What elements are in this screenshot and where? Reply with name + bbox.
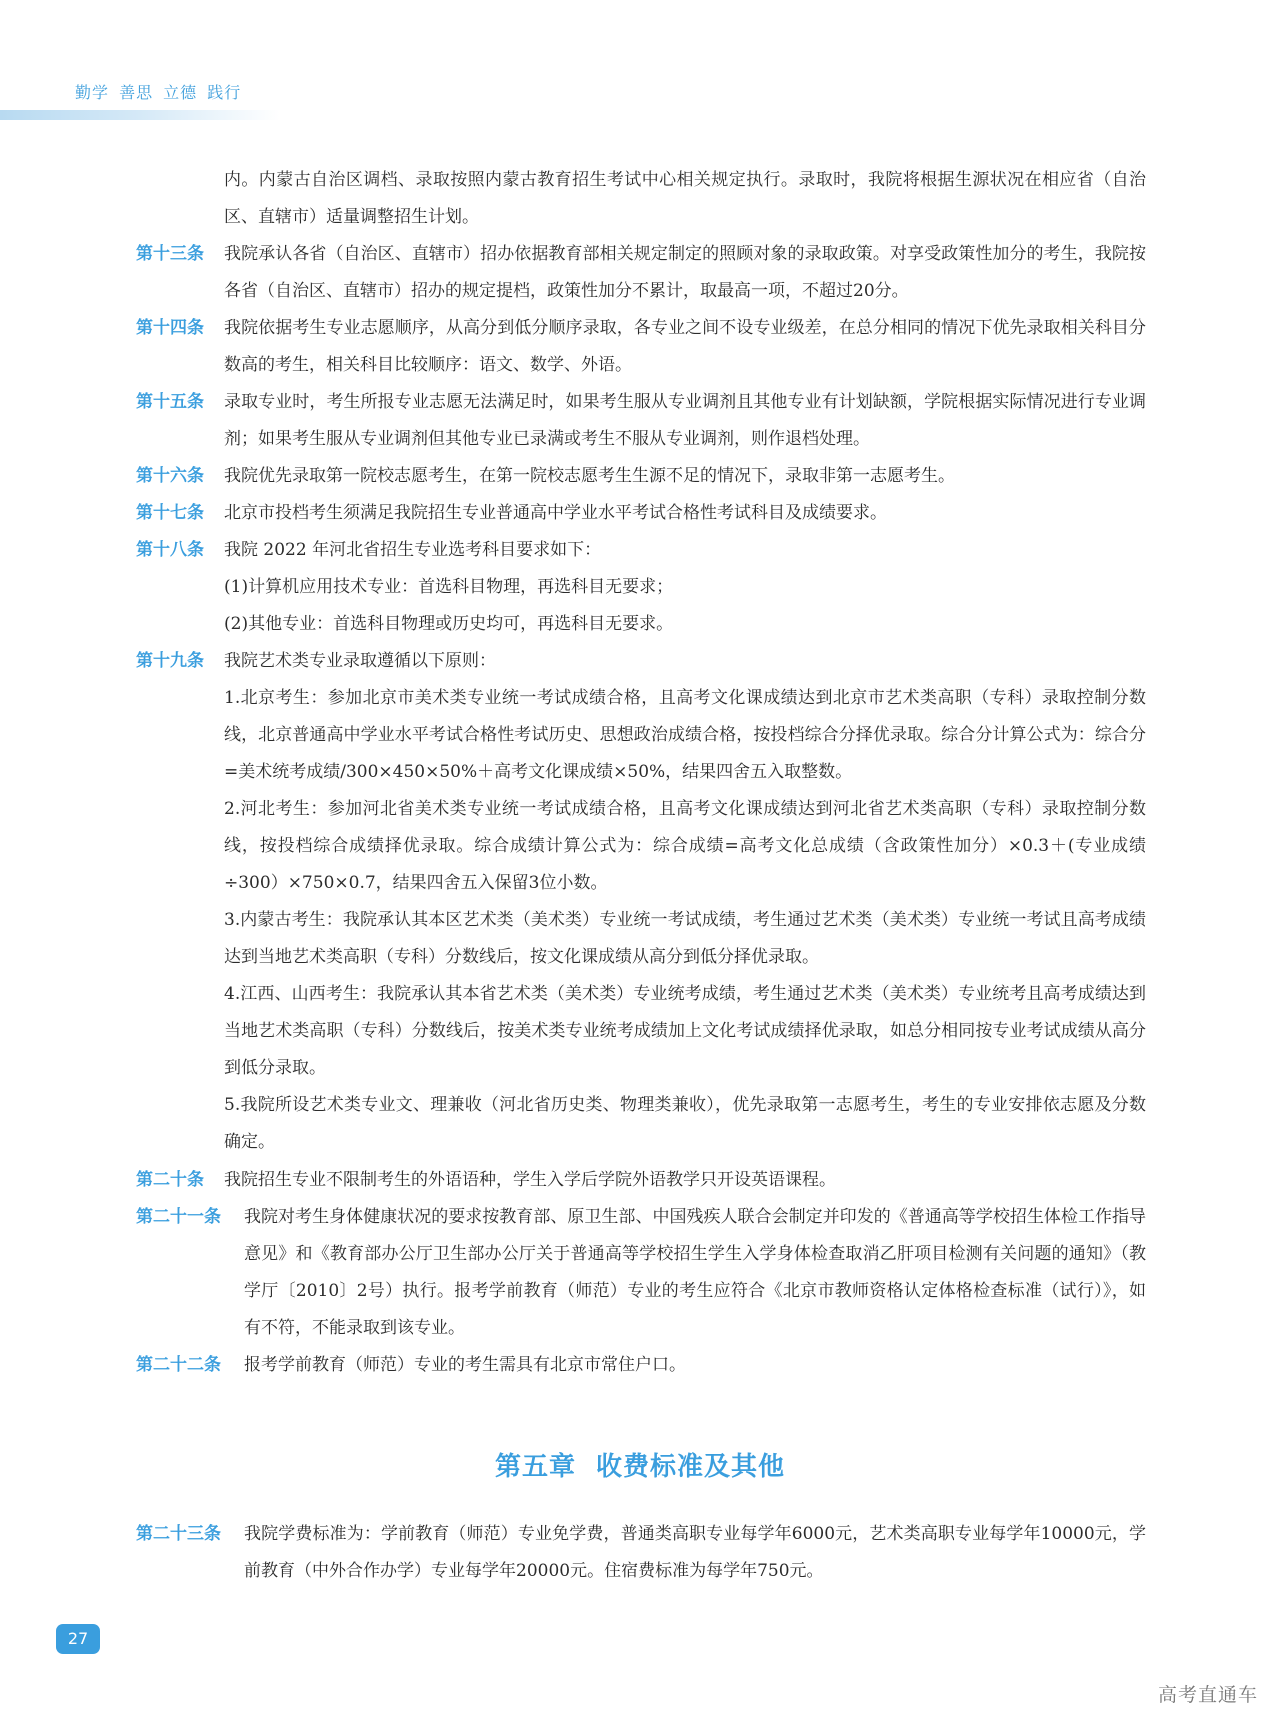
article-15: [136, 384, 1146, 458]
article-text: 录取专业时，考生所报专业志愿无法满足时，如果考生服从专业调剂且其他专业有计划缺额，学院根据实际情况进行专业调剂；如果考生服从专业调剂但其他专业已录满或考生不服从专业调剂，则作退档处理。: [224, 392, 1146, 449]
article-label: 第十八条: [136, 540, 204, 560]
article-text: 我院优先录取第一院校志愿考生，在第一院校志愿考生生源不足的情况下，录取非第一志愿考生。: [224, 466, 955, 486]
list-item: 5.我院所设艺术类专业文、理兼收（河北省历史类、物理类兼收），优先录取第一志愿考生，考生的专业安排依志愿及分数确定。: [224, 1095, 1146, 1152]
page-number-badge: 27: [56, 1624, 100, 1654]
article-label: 第二十三条: [136, 1524, 221, 1544]
article-14: [136, 310, 1146, 384]
header-gradient-bar: [0, 110, 280, 120]
watermark-text: 高考直通车: [1157, 1684, 1258, 1706]
article-label: 第二十条: [136, 1170, 204, 1190]
article-22: [136, 1347, 1146, 1384]
article-19: [136, 643, 1146, 1161]
article-text: 我院招生专业不限制考生的外语语种，学生入学后学院外语教学只开设英语课程。: [224, 1170, 836, 1190]
article-text: 我院依据考生专业志愿顺序，从高分到低分顺序录取，各专业之间不设专业级差，在总分相同的情况下优先录取相关科目分数高的考生，相关科目比较顺序：语文、数学、外语。: [224, 318, 1146, 375]
article-label: 第二十二条: [136, 1355, 221, 1375]
article-text: 北京市投档考生须满足我院招生专业普通高中学业水平考试合格性考试科目及成绩要求。: [224, 503, 887, 523]
article-text: [224, 643, 1146, 1161]
list-item: 1.北京考生：参加北京市美术类专业统一考试成绩合格，且高考文化课成绩达到北京市艺术类高职（专科）录取控制分数线，北京普通高中学业水平考试合格性考试历史、思想政治成绩合格，按投档综合分择优录取。综合分计算公式为：综合分=美术统考成绩/300×450×50%＋高考文化课成绩×50%，结果四舍五入取整数。: [224, 688, 1146, 782]
article-label: 第十五条: [136, 392, 204, 412]
article-label: 第二十一条: [136, 1207, 221, 1227]
article-21: [136, 1199, 1146, 1347]
article-label: 第十三条: [136, 244, 204, 264]
article-13: [136, 236, 1146, 310]
list-item: (1)计算机应用技术专业：首选科目物理，再选科目无要求；: [224, 577, 674, 597]
paragraph-text: 内。内蒙古自治区调档、录取按照内蒙古教育招生考试中心相关规定执行。录取时，我院将根据生源状况在相应省（自治区、直辖市）适量调整招生计划。: [224, 170, 1146, 227]
article-text: 报考学前教育（师范）专业的考生需具有北京市常住户口。: [244, 1355, 686, 1375]
article-23: [136, 1516, 1146, 1590]
article-16: [136, 458, 1146, 495]
continuation-paragraph: [136, 162, 1146, 236]
chapter-title: 第五章 收费标准及其他: [494, 1452, 786, 1482]
header-motto: 勤学 善思 立德 践行: [75, 83, 242, 102]
article-text: 我院学费标准为：学前教育（师范）专业免学费，普通类高职专业每学年6000元，艺术类高职专业每学年10000元，学前教育（中外合作办学）专业每学年20000元。住宿费标准为每学年750元。: [244, 1524, 1146, 1581]
article-text: 我院承认各省（自治区、直辖市）招办依据教育部相关规定制定的照顾对象的录取政策。对享受政策性加分的考生，我院按各省（自治区、直辖市）招办的规定提档，政策性加分不累计，取最高一项，不超过20分。: [224, 244, 1146, 301]
list-item: 2.河北考生：参加河北省美术类专业统一考试成绩合格，且高考文化课成绩达到河北省艺术类高职（专科）录取控制分数线，按投档综合成绩择优录取。综合成绩计算公式为：综合成绩=高考文化总成绩（含政策性加分）×0.3＋(专业成绩÷300）×750×0.7，结果四舍五入保留3位小数。: [224, 799, 1146, 893]
article-label: 第十四条: [136, 318, 204, 338]
article-18: [136, 532, 1146, 643]
article-20: [136, 1162, 1146, 1199]
list-item: 3.内蒙古考生：我院承认其本区艺术类（美术类）专业统一考试成绩，考生通过艺术类（美术类）专业统一考试且高考成绩达到当地艺术类高职（专科）分数线后，按文化课成绩从高分到低分择优录取。: [224, 910, 1146, 967]
article-intro: 我院 2022 年河北省招生专业选考科目要求如下：: [224, 540, 602, 560]
article-text: 我院对考生身体健康状况的要求按教育部、原卫生部、中国残疾人联合会制定并印发的《普通高等学校招生体检工作指导意见》和《教育部办公厅卫生部办公厅关于普通高等学校招生学生入学身体检查取消乙肝项目检测有关问题的通知》（教学厅〔2010〕2号）执行。报考学前教育（师范）专业的考生应符合《北京市教师资格认定体格检查标准（试行）》，如有不符，不能录取到该专业。: [244, 1207, 1146, 1338]
article-label: 第十九条: [136, 651, 204, 671]
article-text: [224, 532, 1146, 643]
article-17: [136, 495, 1146, 532]
list-item: 4.江西、山西考生：我院承认其本省艺术类（美术类）专业统考成绩，考生通过艺术类（美术类）专业统考且高考成绩达到当地艺术类高职（专科）分数线后，按美术类专业统考成绩加上文化考试成绩择优录取，如总分相同按专业考试成绩从高分到低分录取。: [224, 984, 1146, 1078]
article-intro: 我院艺术类专业录取遵循以下原则：: [224, 651, 496, 671]
list-item: (2)其他专业：首选科目物理或历史均可，再选科目无要求。: [224, 614, 674, 634]
article-label: 第十六条: [136, 466, 204, 486]
article-label: 第十七条: [136, 503, 204, 523]
